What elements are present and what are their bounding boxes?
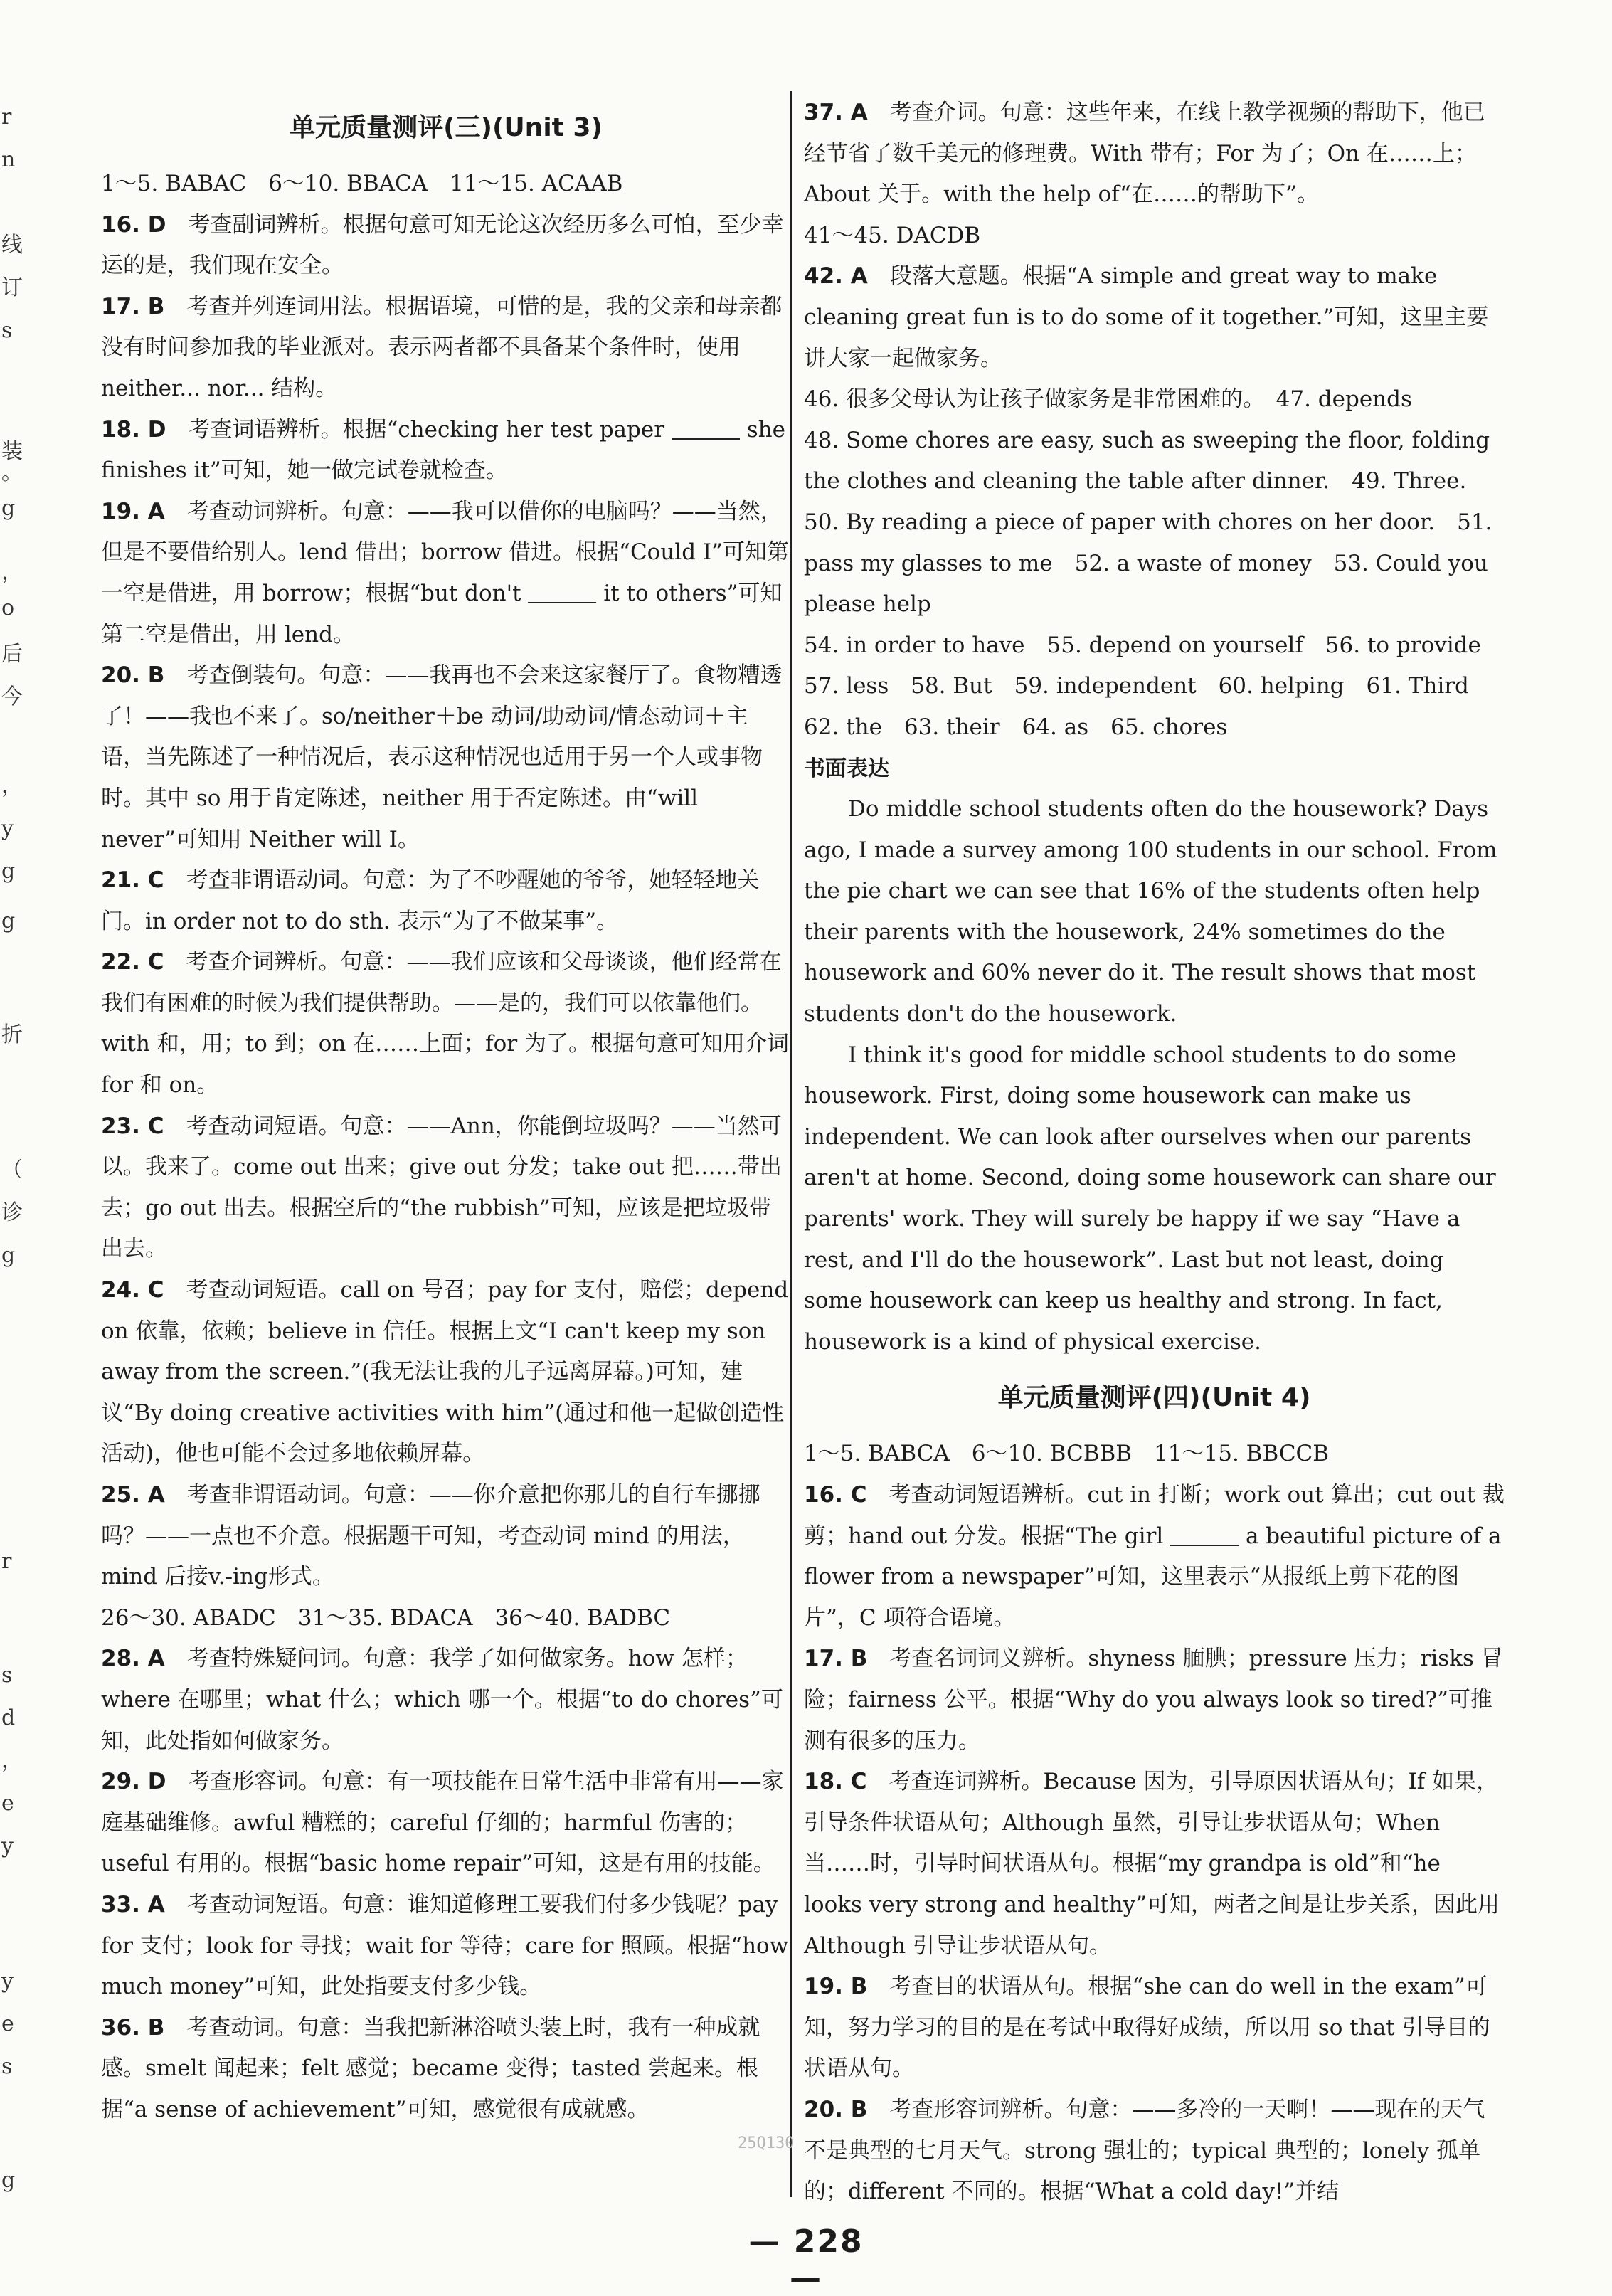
answers-46-47: 46. 很多父母认为让孩子做家务是非常困难的。 47. depends (804, 386, 1412, 413)
binding-edge-letter: y (1, 1834, 14, 1858)
item-19-blank (528, 580, 596, 603)
binding-edge-letter: g (1, 909, 16, 933)
binding-edge-letter: ， (1, 773, 23, 798)
item-28-text: 考查特殊疑问词。句意：我学了如何做家务。how 怎样；where 在哪里；what 什么；which 哪一个。根据“to do chores”可知，此处指如何做家务。 (101, 1646, 783, 1754)
answers-26-40: 26～30. ABADC 31～35. BDACA 36～40. BADBC (101, 1604, 671, 1631)
item-18-blank (672, 416, 740, 440)
answers-57-61: 57. less 58. But 59. independent 60. helping 61. Third (804, 673, 1469, 699)
item-29-number: 29. D (101, 1769, 166, 1795)
answers-1-15: 1～5. BABAC 6～10. BBACA 11～15. ACAAB (101, 171, 623, 196)
binding-edge-letters (0, 0, 23, 2291)
item-25-text: 考查非谓语动词。句意：——你介意把你那儿的自行车挪挪吗？——一点也不介意。根据题干可知，考查动词 mind 的用法，mind 后接v.-ing形式。 (101, 1482, 760, 1590)
binding-edge-letter: 订 (1, 275, 23, 300)
item-19-text-b: it to others”可知第二空是借出，用 lend。 (101, 580, 783, 647)
unit4-item-20-number: 20. B (804, 2096, 868, 2122)
binding-edge-letter: d (1, 1705, 16, 1730)
unit4-item-19-number: 19. B (804, 1974, 868, 2000)
binding-edge-letter: y (1, 816, 14, 841)
unit4-item-18 (804, 1762, 1505, 1967)
item-20 (101, 655, 791, 860)
item-24-number: 24. C (101, 1277, 164, 1303)
binding-edge-letter: 线 (1, 233, 23, 258)
item-20-number: 20. B (101, 662, 165, 689)
item-25 (101, 1475, 791, 1598)
item-33-number: 33. A (101, 1891, 165, 1917)
answers-48-53: 48. Some chores are easy, such as sweeping the floor, folding the clothes and cleaning the table after dinner. 49. Three. 50. By reading a piece of paper with chores on her door. 51. pass my glasses to me 52. a waste of money 53. Could you please help (804, 427, 1492, 618)
binding-edge-letter: r (1, 105, 12, 129)
item-42-number: 42. A (804, 263, 868, 290)
answers-41-45: 41～45. DACDB (804, 222, 981, 248)
item-29 (101, 1762, 791, 1885)
binding-edge-letter: 。 (1, 460, 23, 485)
item-37-text: 考查介词。句意：这些年来，在线上教学视频的帮助下，他已经节省了数千美元的修理费。With 带有；For 为了；On 在……上；About 关于。with the help of“在……的帮助下”。 (804, 100, 1485, 208)
item-16 (101, 205, 791, 287)
item-25-number: 25. A (101, 1482, 165, 1508)
left-column (101, 92, 791, 2131)
item-16-text: 考查副词辨析。根据句意可知无论这次经历多么可怕，至少幸运的是，我们现在安全。 (101, 211, 784, 279)
item-24 (101, 1270, 791, 1475)
unit4-item-18-number: 18. C (804, 1769, 867, 1795)
item-19 (101, 492, 791, 655)
item-17 (101, 287, 791, 410)
binding-edge-letter: y (1, 1969, 14, 1994)
item-23-text: 考查动词短语。句意：——Ann，你能倒垃圾吗？——当然可以。我来了。come out 出来；give out 分发；take out 把……带出去；go out 出去。根据空后的“the rubbish”可知，应该是把垃圾带出去。 (101, 1113, 782, 1262)
unit4-item-19-text: 考查目的状语从句。根据“she can do well in the exam”可知，努力学习的目的是在考试中取得好成绩，所以用 so that 引导目的状语从句。 (804, 1974, 1490, 2082)
item-21-number: 21. C (101, 867, 164, 894)
unit4-item-20-text: 考查形容词辨析。句意：——多冷的一天啊！——现在的天气不是典型的七月天气。strong 强壮的；typical 典型的；lonely 孤单的；different 不同的。根据“What a cold day!”并结 (804, 2096, 1485, 2205)
unit4-item-19 (804, 1967, 1505, 2090)
item-17-number: 17. B (101, 293, 165, 319)
unit4-item-16-number: 16. C (804, 1482, 867, 1508)
binding-edge-letter: g (1, 496, 16, 521)
writing-paragraph-1: Do middle school students often do the housework? Days ago, I made a survey among 100 students in our school. From the pie chart we can see that 16% of the students often help their parents with the housework, 24% sometimes do the housework and 60% never do it. The result shows that most students don't do the housework. (804, 796, 1497, 1027)
writing-paragraph-2: I think it's good for middle school students to do some housework. First, doing some housework can make us independent. We can look after ourselves when our parents aren't at home. Second, doing some housework can share our parents' work. They will surely be happy if we say “Have a rest, and I'll do the housework”. Last but not least, doing some housework can keep us healthy and strong. In fact, housework is a kind of physical exercise. (804, 1042, 1496, 1355)
binding-edge-letter: 后 (1, 642, 23, 667)
item-21 (101, 860, 791, 942)
item-22 (101, 942, 791, 1106)
item-42 (804, 256, 1505, 379)
unit4-item-17 (804, 1639, 1505, 1762)
binding-edge-letter: 装 (1, 439, 23, 464)
item-42-text: 段落大意题。根据“A simple and great way to make cleaning great fun is to do some of it together.”可知，这里主要讲大家一起做家务。 (804, 263, 1489, 371)
item-16-number: 16. D (101, 211, 166, 238)
item-18-text-b: she finishes it”可知，她一做完试卷就检查。 (101, 416, 785, 484)
watermark-code: 25Q130 (738, 2134, 795, 2152)
item-28 (101, 1639, 791, 1762)
item-33-text: 考查动词短语。句意：谁知道修理工要我们付多少钱呢？pay for 支付；look for 寻找；wait for 等待；care for 照顾。根据“how much money”可知，此处指要支付多少钱。 (101, 1891, 789, 2000)
unit3-heading: 单元质量测评(三)(Unit 3) (290, 113, 603, 142)
answers-unit4-1-15: 1～5. BABCA 6～10. BCBBB 11～15. BBCCB (804, 1441, 1330, 1467)
writing-title: 书面表达 (804, 756, 889, 781)
binding-edge-letter: s (1, 2054, 13, 2079)
item-19-number: 19. A (101, 498, 165, 524)
binding-edge-letter: （ (1, 1158, 23, 1183)
unit4-item-17-text: 考查名词词义辨析。shyness 腼腆；pressure 压力；risks 冒险；fairness 公平。根据“Why do you always look so tired?”可推测有很多的压力。 (804, 1646, 1503, 1754)
item-24-text: 考查动词短语。call on 号召；pay for 支付，赔偿；depend on 依靠，依赖；believe in 信任。根据上文“I can't keep my son away from the screen.”(我无法让我的儿子远离屏幕。)可知，建议“By doing creative activities with him”(通过和他一起做创造性活动)，他也可能不会过多地依赖屏幕。 (101, 1277, 789, 1467)
binding-edge-letter: ， (1, 560, 23, 585)
unit4-item-17-number: 17. B (804, 1646, 868, 1672)
item-18-text-a: 考查词语辨析。根据“checking her test paper (188, 416, 665, 443)
item-28-number: 28. A (101, 1646, 165, 1672)
column-divider (790, 91, 792, 2197)
item-17-text: 考查并列连词用法。根据语境，可惜的是，我的父亲和母亲都没有时间参加我的毕业派对。表示两者都不具备某个条件时，使用 neither... nor... 结构。 (101, 293, 783, 401)
binding-edge-letter: g (1, 1243, 16, 1268)
unit4-item-16-text-b: a beautiful picture of a flower from a newspaper”可知，这里表示“从报纸上剪下花的图片”，C 项符合语境。 (804, 1523, 1502, 1631)
item-37-number: 37. A (804, 100, 868, 125)
unit4-heading: 单元质量测评(四)(Unit 4) (997, 1383, 1311, 1413)
item-36 (101, 2008, 791, 2131)
binding-edge-letter: e (1, 2011, 14, 2036)
unit4-item-20 (804, 2090, 1505, 2213)
binding-edge-letter: o (1, 596, 15, 620)
item-23-number: 23. C (101, 1113, 164, 1139)
answers-62-65: 62. the 63. their 64. as 65. chores (804, 714, 1228, 740)
right-column (804, 92, 1505, 2213)
binding-edge-letter: s (1, 1663, 13, 1688)
answers-54-56: 54. in order to have 55. depend on yourself 56. to provide (804, 632, 1481, 658)
unit4-item-16 (804, 1475, 1505, 1639)
item-20-text: 考查倒装句。句意：——我再也不会来这家餐厅了。食物糟透了！——我也不来了。so/neither＋be 动词/助动词/情态动词＋主语，当先陈述了一种情况后，表示这种情况也适用于另一个人或事物时。其中 so 用于肯定陈述，neither 用于否定陈述。由“will never”可知用 Neither will I。 (101, 662, 783, 852)
item-22-number: 22. C (101, 949, 164, 975)
binding-edge-letter: r (1, 1549, 12, 1574)
item-21-text: 考查非谓语动词。句意：为了不吵醒她的爷爷，她轻轻地关门。in order not to do sth. 表示“为了不做某事”。 (101, 867, 760, 934)
unit4-item-18-text: 考查连词辨析。Because 因为，引导原因状语从句；If 如果，引导条件状语从句；Although 虽然，引导让步状语从句；When 当……时，引导时间状语从句。根据“my grandpa is old”和“he looks very strong and healthy”可知，两者之间是让步关系，因此用 Although 引导让步状语从句。 (804, 1769, 1500, 1959)
unit4-item-16-text-a: 考查动词短语辨析。cut in 打断；work out 算出；cut out 裁剪；hand out 分发。根据“The girl (804, 1482, 1505, 1549)
item-18-number: 18. D (101, 416, 166, 443)
item-37 (804, 92, 1505, 216)
item-33 (101, 1885, 791, 2008)
item-18 (101, 410, 791, 492)
binding-edge-letter: ， (1, 1748, 23, 1773)
binding-edge-letter: s (1, 318, 13, 343)
page-number: — 228 — (748, 2223, 864, 2296)
binding-edge-letter: g (1, 2168, 16, 2193)
item-36-number: 36. B (101, 2014, 165, 2041)
item-19-text-a: 考查动词辨析。句意：——我可以借你的电脑吗？——当然，但是不要借给别人。lend 借出；borrow 借进。根据“Could I”可知第一空是借进，用 borrow；根据“but don't (101, 498, 790, 606)
binding-edge-letter: 诊 (1, 1200, 23, 1225)
item-36-text: 考查动词。句意：当我把新淋浴喷头装上时，我有一种成就感。smelt 闻起来；felt 感觉；became 变得；tasted 尝起来。根据“a sense of achievement”可知，感觉很有成就感。 (101, 2014, 760, 2122)
binding-edge-letter: g (1, 859, 16, 884)
binding-edge-letter: 折 (1, 1022, 23, 1047)
item-29-text: 考查形容词。句意：有一项技能在日常生活中非常有用——家庭基础维修。awful 糟糕的；careful 仔细的；harmful 伤害的；useful 有用的。根据“basic home repair”可知，这是有用的技能。 (101, 1769, 784, 1877)
item-22-text: 考查介词辨析。句意：——我们应该和父母谈谈，他们经常在我们有困难的时候为我们提供帮助。——是的，我们可以依靠他们。with 和，用；to 到；on 在……上面；for 为了。根据句意可知用介词 for 和 on。 (101, 949, 789, 1099)
binding-edge-letter: e (1, 1791, 14, 1816)
item-23 (101, 1106, 791, 1270)
unit4-item-16-blank (1170, 1523, 1239, 1546)
binding-edge-letter: n (1, 147, 16, 172)
binding-edge-letter: 今 (1, 684, 23, 709)
